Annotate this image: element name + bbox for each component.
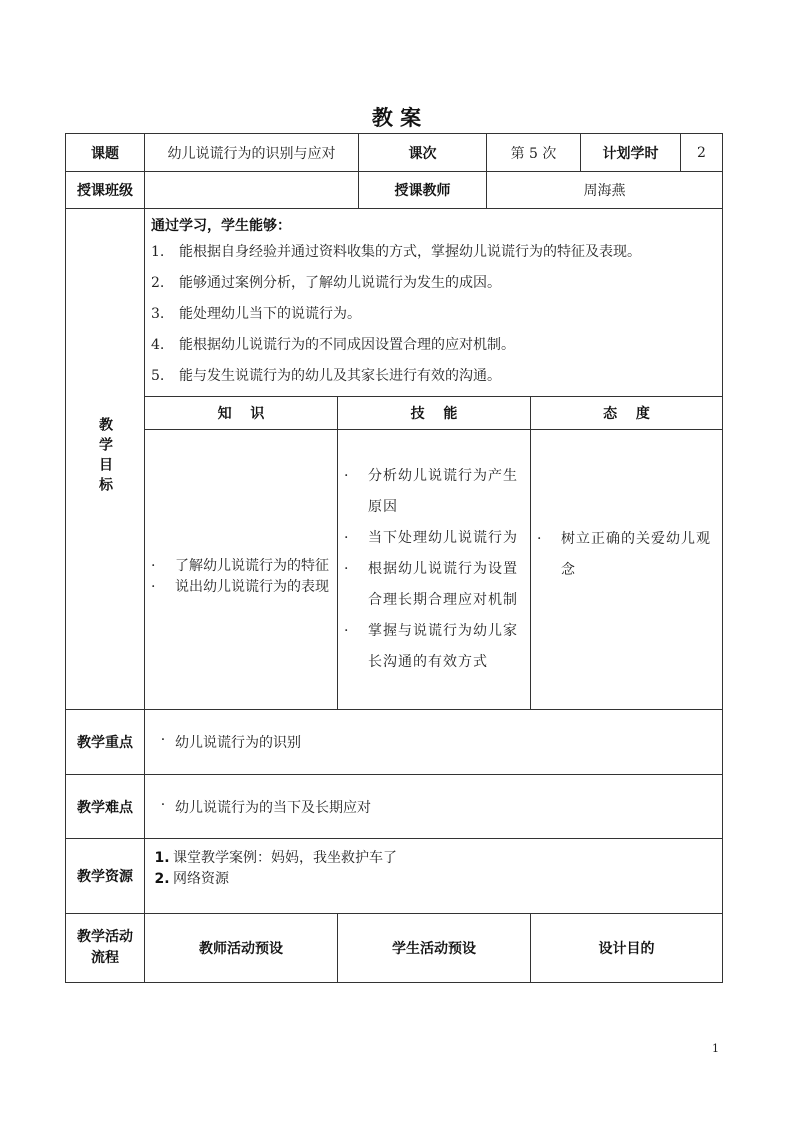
objective-item: 3. 能处理幼儿当下的说谎行为。 xyxy=(151,306,361,322)
resource-item: 1. 课堂教学案例：妈妈，我坐救护车了 xyxy=(154,850,397,866)
knowledge-cell xyxy=(144,429,338,710)
col-knowledge: 知 识 xyxy=(144,396,338,430)
hours-value: 2 xyxy=(680,133,723,172)
hours-label: 计划学时 xyxy=(580,133,681,172)
page-title: 教 案 xyxy=(371,106,422,130)
key-points-cell xyxy=(144,709,723,775)
class-label: 授课班级 xyxy=(65,171,145,209)
knowledge-item: · 说出幼儿说谎行为的表现 xyxy=(151,578,329,595)
session-label: 课次 xyxy=(358,133,487,172)
col-attitude: 态 度 xyxy=(530,396,723,430)
knowledge-item: · 了解幼儿说谎行为的特征 xyxy=(151,557,329,574)
objective-item: 1. 能根据自身经验并通过资料收集的方式，掌握幼儿说谎行为的特征及表现。 xyxy=(151,244,641,260)
topic-label: 课题 xyxy=(65,133,145,172)
skill-item: · 根据幼儿说谎行为设置合理长期合理应对机制 xyxy=(344,561,518,608)
objectives-label: 教学目标 xyxy=(97,417,113,497)
skill-item: · 掌握与说谎行为幼儿家长沟通的有效方式 xyxy=(344,623,518,670)
difficulty-item: · 幼儿说谎行为的当下及长期应对 xyxy=(160,796,371,816)
resources-cell xyxy=(144,838,723,914)
objectives-intro: 通过学习，学生能够： xyxy=(151,218,291,234)
page-number: 1 xyxy=(712,1042,719,1055)
resource-item: 2. 网络资源 xyxy=(154,871,229,887)
skill-item: · 分析幼儿说谎行为产生原因 xyxy=(344,468,518,515)
session-value: 第 5 次 xyxy=(486,133,581,172)
teacher-value: 周海燕 xyxy=(486,171,723,209)
topic-value: 幼儿说谎行为的识别与应对 xyxy=(144,133,359,172)
teacher-label: 授课教师 xyxy=(358,171,487,209)
attitude-item: · 树立正确的关爱幼儿观念 xyxy=(537,530,711,578)
col-design-purpose: 设计目的 xyxy=(530,913,723,983)
objective-item: 5. 能与发生说谎行为的幼儿及其家长进行有效的沟通。 xyxy=(151,368,501,384)
class-value xyxy=(144,171,359,209)
col-teacher-activity: 教师活动预设 xyxy=(144,913,338,983)
attitude-cell xyxy=(530,429,723,710)
skill-item: · 当下处理幼儿说谎行为 xyxy=(344,530,518,546)
resources-label: 教学资源 xyxy=(65,838,145,914)
process-label: 教学活动流程 xyxy=(65,913,145,983)
col-student-activity: 学生活动预设 xyxy=(337,913,531,983)
difficulties-cell xyxy=(144,774,723,839)
skills-cell xyxy=(337,429,531,710)
objective-item: 2. 能够通过案例分析，了解幼儿说谎行为发生的成因。 xyxy=(151,275,501,291)
key-points-label: 教学重点 xyxy=(65,709,145,775)
difficulties-label: 教学难点 xyxy=(65,774,145,839)
objective-item: 4. 能根据幼儿说谎行为的不同成因设置合理的应对机制。 xyxy=(151,337,515,353)
objectives-label-cell xyxy=(65,208,145,710)
col-skills: 技 能 xyxy=(337,396,531,430)
key-point-item: · 幼儿说谎行为的识别 xyxy=(160,732,301,751)
objectives-list xyxy=(144,208,723,397)
